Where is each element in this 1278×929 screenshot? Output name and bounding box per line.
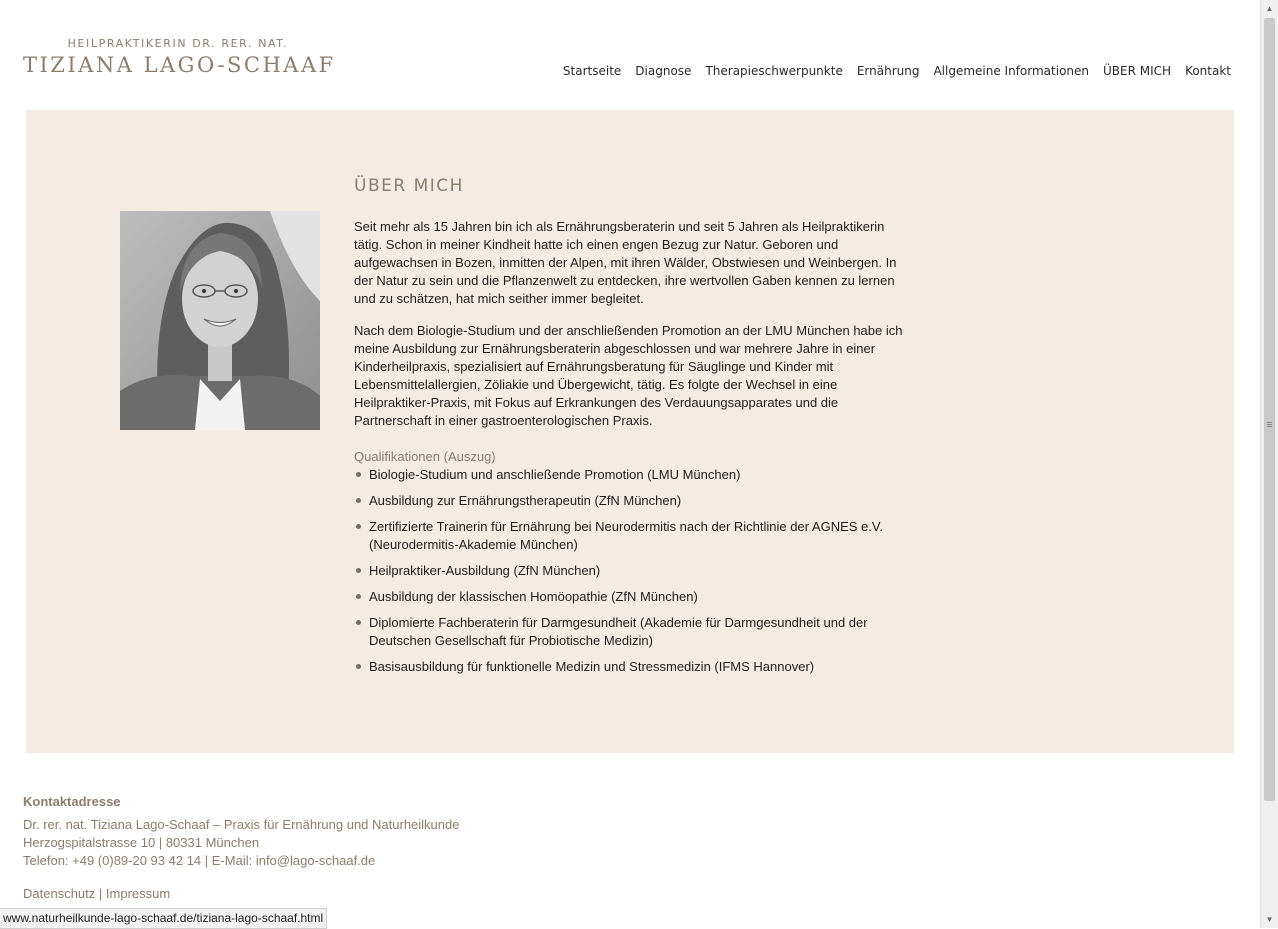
- page-title: ÜBER MICH: [354, 176, 464, 196]
- grip-icon: [1267, 422, 1272, 423]
- content-panel: [26, 110, 1234, 753]
- portrait-photo: [120, 211, 320, 430]
- about-text: [354, 176, 910, 684]
- footer-separator: |: [98, 886, 103, 901]
- nav-item-allgemeine-informationen[interactable]: Allgemeine Informationen: [933, 64, 1090, 78]
- career-paragraph: Nach dem Biologie-Studium und der anschließenden Promotion an der LMU München habe ich meine Ausbildung zur Ernährungsberaterin abgeschlossen und war mehrere Jahre in einer Kinderheilpraxis, spezialisiert auf Ernährungsberatung für Säuglinge und Kinder mit Lebensmittelallergien, Zöliakie und Übergewicht, tätig. Es folgte der Wechsel in eine Heilpraktiker-Praxis, mit Fokus auf Erkrankungen des Verdauungsapparates und die Partnerschaft in einer gastroenterologischen Praxis.: [354, 323, 903, 428]
- qualifications-list: [354, 466, 910, 676]
- footer: [23, 793, 459, 903]
- nav-item-kontakt[interactable]: Kontakt: [1185, 64, 1231, 78]
- footer-title: Kontaktadresse: [23, 794, 121, 809]
- logo-title: TIZIANA LAGO-SCHAAF: [23, 53, 336, 77]
- list-item: Heilpraktiker-Ausbildung (ZfN München): [354, 562, 910, 580]
- main-nav: [563, 64, 1231, 78]
- scroll-up-icon[interactable]: ▲: [1265, 4, 1274, 13]
- list-item: Ausbildung zur Ernährungstherapeutin (ZfN München): [354, 492, 910, 510]
- list-item: Basisausbildung für funktionelle Medizin und Stressmedizin (IFMS Hannover): [354, 658, 910, 676]
- impressum-link[interactable]: Impressum: [105, 886, 171, 901]
- nav-item-therapieschwerpunkte[interactable]: Therapieschwerpunkte: [705, 64, 843, 78]
- site-logo[interactable]: [23, 37, 336, 77]
- list-item: Diplomierte Fachberaterin für Darmgesundheit (Akademie für Darmgesundheit und der Deutschen Gesellschaft für Probiotische Medizin): [354, 614, 910, 650]
- nav-item-ernaehrung[interactable]: Ernährung: [856, 64, 920, 78]
- intro-paragraph: Seit mehr als 15 Jahren bin ich als Ernährungsberaterin und seit 5 Jahren als Heilpraktikerin tätig. Schon in meiner Kindheit hatte ich einen engen Bezug zur Natur. Geboren und aufgewachsen in Bozen, inmitten der Alpen, mit ihren Wälder, Obstwiesen und Weinbergen. In der Natur zu sein und die Pflanzenwelt zu entdecken, ihre wertvollen Gaben kennen zu lernen und zu schätzen, hat mich seither immer begleitet.: [354, 219, 897, 306]
- nav-item-ueber-mich[interactable]: ÜBER MICH: [1103, 64, 1172, 78]
- status-bar-url: www.naturheilkunde-lago-schaaf.de/tiziana-lago-schaaf.html: [0, 908, 327, 929]
- footer-practice-name: Dr. rer. nat. Tiziana Lago-Schaaf – Praxis für Ernährung und Naturheilkunde: [23, 817, 460, 832]
- nav-item-startseite[interactable]: Startseite: [562, 64, 622, 78]
- portrait-image: [120, 211, 320, 430]
- datenschutz-link[interactable]: Datenschutz: [23, 886, 96, 901]
- scrollbar-thumb[interactable]: [1264, 18, 1275, 801]
- footer-address: Herzogspitalstrasse 10 | 80331 München: [23, 835, 260, 850]
- logo-subtitle: HEILPRAKTIKERIN DR. RER. NAT.: [67, 37, 289, 50]
- list-item: Ausbildung der klassischen Homöopathie (ZfN München): [354, 588, 910, 606]
- list-item: Biologie-Studium und anschließende Promotion (LMU München): [354, 466, 910, 484]
- scroll-down-icon[interactable]: ▼: [1265, 915, 1274, 924]
- qualifications-heading: Qualifikationen (Auszug): [354, 449, 496, 464]
- list-item: Zertifizierte Trainerin für Ernährung bei Neurodermitis nach der Richtlinie der AGNES e.V. (Neurodermitis-Akademie München): [354, 518, 910, 554]
- vertical-scrollbar[interactable]: [1260, 0, 1278, 928]
- footer-contact: Telefon: +49 (0)89-20 93 42 14 | E-Mail: info@lago-schaaf.de: [23, 853, 376, 868]
- nav-item-diagnose[interactable]: Diagnose: [635, 64, 692, 78]
- footer-links: [23, 885, 459, 903]
